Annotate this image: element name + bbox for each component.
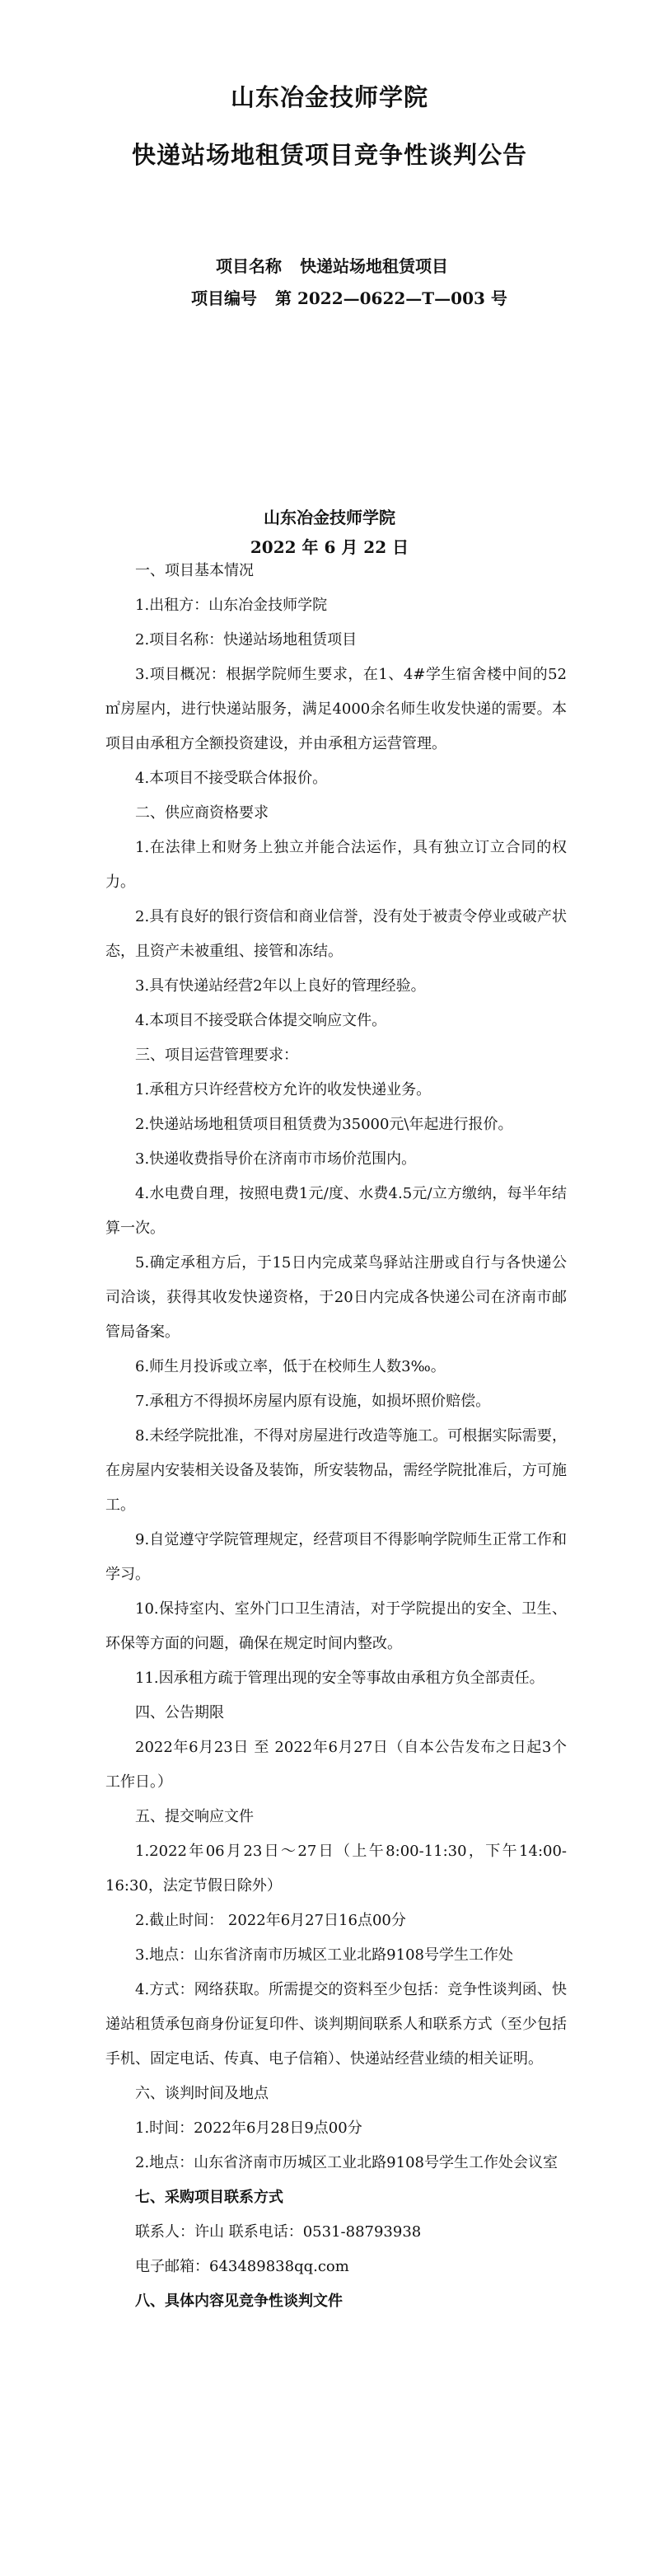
paragraph: 7.承租方不得损坏房屋内原有设施，如损坏照价赔偿。: [135, 1393, 491, 1410]
paragraph: 2.具有良好的银行资信和商业信誉，没有处于被责令停业或破产状态，且资产未被重组、接管和冻结。: [105, 908, 567, 960]
paragraph: 3.具有快递站经营2年以上良好的管理经验。: [135, 977, 426, 995]
contact-line: 联系人：许山 联系电话：0531-88793938: [135, 2223, 422, 2241]
paragraph: 2.快递站场地租赁项目租赁费为35000元\年起进行报价。: [135, 1116, 513, 1133]
paragraph: 4.本项目不接受联合体提交响应文件。: [135, 1012, 387, 1029]
paragraph: 2022年6月23日 至 2022年6月27日（自本公告发布之日起3个工作日。）: [105, 1739, 567, 1791]
paragraph: 3.项目概况：根据学院师生要求，在1、4#学生宿舍楼中间的52㎡房屋内，进行快递站服务，满足4000余名师生收发快递的需要。本项目由承租方全额投资建设，并由承租方运营管理。: [105, 666, 567, 752]
paragraph: 9.自觉遵守学院管理规定，经营项目不得影响学院师生正常工作和学习。: [105, 1531, 567, 1583]
paragraph: 2.项目名称：快递站场地租赁项目: [135, 631, 358, 649]
paragraph: 5.确定承租方后，于15日内完成菜鸟驿站注册或自行与各快递公司洽谈，获得其收发快递资格，于20日内完成各快递公司在济南市邮管局备案。: [105, 1254, 567, 1341]
email-line: 电子邮箱：643489838qq.com: [135, 2258, 349, 2275]
paragraph: 3.地点：山东省济南市历城区工业北路9108号学生工作处: [135, 1946, 513, 1964]
paragraph: 六、谈判时间及地点: [135, 2085, 269, 2102]
project-number-value: 第 2022—0622—T—003 号: [275, 288, 507, 308]
paragraph: 一、项目基本情况: [135, 562, 254, 579]
paragraph: 五、提交响应文件: [135, 1808, 254, 1825]
paragraph: 2.地点：山东省济南市历城区工业北路9108号学生工作处会议室: [135, 2154, 558, 2171]
school-title: 山东冶金技师学院: [230, 83, 428, 111]
paragraph: 2.截止时间： 2022年6月27日16点00分: [135, 1912, 406, 1929]
paragraph: 4.方式：网络获取。所需提交的资料至少包括：竞争性谈判函、快递站租赁承包商身份证复印件、谈判期间联系人和联系方式（至少包括手机、固定电话、传真、电子信箱）、快递站经营业绩的相关证明。: [105, 1981, 567, 2068]
paragraph: 三、项目运营管理要求：: [135, 1047, 298, 1064]
paragraph: 3.快递收费指导价在济南市市场价范围内。: [135, 1150, 417, 1168]
announcement-title: 快递站场地租赁项目竞争性谈判公告: [131, 141, 527, 169]
paragraph: 8.未经学院批准，不得对房屋进行改造等施工。可根据实际需要，在房屋内安装相关设备及装饰，所安装物品，需经学院批准后，方可施工。: [105, 1427, 567, 1514]
project-name-value: 快递站场地租赁项目: [300, 256, 448, 276]
paragraph: 11.因承租方疏于管理出现的安全等事故由承租方负全部责任。: [135, 1670, 544, 1687]
paragraph: 10.保持室内、室外门口卫生清洁，对于学院提出的安全、卫生、环保等方面的问题，确保在规定时间内整改。: [105, 1600, 567, 1652]
project-name-label: 项目名称: [216, 256, 282, 276]
paragraph: 四、公告期限: [135, 1704, 224, 1721]
paragraph: 1.时间：2022年6月28日9点00分: [135, 2119, 362, 2137]
paragraph: 1.出租方：山东冶金技师学院: [135, 597, 328, 614]
project-number-label: 项目编号: [191, 288, 257, 308]
paragraph: 1.承租方只许经营校方允许的收发快递业务。: [135, 1081, 432, 1098]
issuer-name: 山东冶金技师学院: [264, 508, 395, 527]
paragraph: 七、采购项目联系方式: [135, 2189, 283, 2206]
paragraph: 二、供应商资格要求: [135, 804, 269, 822]
paragraph: 4.水电费自理，按照电费1元/度、水费4.5元/立方缴纳，每半年结算一次。: [105, 1185, 567, 1237]
project-name-line: [216, 253, 448, 277]
announcement-body: [105, 554, 567, 2319]
paragraph: 6.师生月投诉或立率，低于在校师生人数3‰。: [135, 1358, 446, 1375]
paragraph: 4.本项目不接受联合体报价。: [135, 770, 328, 787]
paragraph: 八、具体内容见竞争性谈判文件: [135, 2293, 343, 2310]
project-number-line: [191, 285, 507, 309]
paragraph: 1.2022年06月23日～27日（上午8:00-11:30，下午14:00-16:30，法定节假日除外）: [105, 1843, 567, 1895]
paragraph: 1.在法律上和财务上独立并能合法运作，具有独立订立合同的权力。: [105, 839, 567, 891]
issue-date: 2022 年 6 月 22 日: [250, 537, 409, 557]
